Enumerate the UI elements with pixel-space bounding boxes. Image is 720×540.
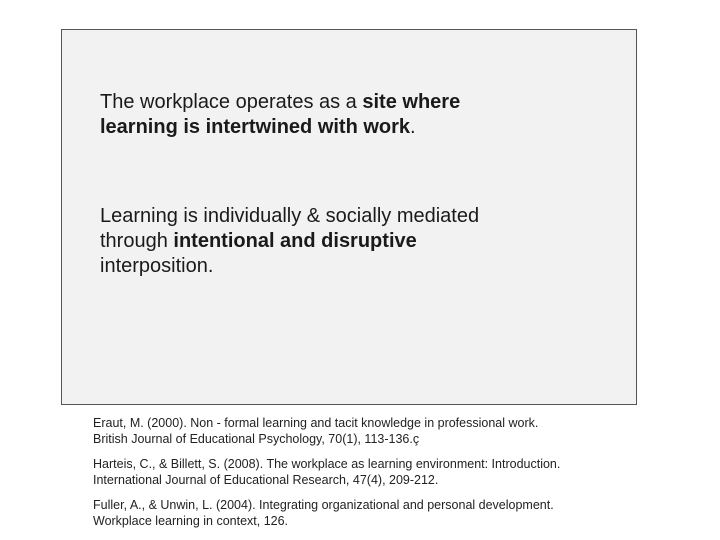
reference-eraut (93, 415, 713, 447)
statement-1-text: The workplace operates as a (100, 91, 363, 113)
statement-workplace (100, 90, 620, 140)
reference-line: Eraut, M. (2000). Non - formal learning and tacit knowledge in professional work. (93, 416, 539, 430)
reference-line: International Journal of Educational Research, 47(4), 209-212. (93, 473, 439, 487)
statement-2-emphasis: intentional and disruptive (173, 230, 417, 252)
reference-line: Fuller, A., & Unwin, L. (2004). Integrating organizational and personal development. (93, 498, 554, 512)
reference-line: Harteis, C., & Billett, S. (2008). The workplace as learning environment: Introduction. (93, 457, 561, 471)
statement-2-line-2: through (100, 230, 174, 252)
content-box (61, 29, 637, 405)
references-list (93, 415, 713, 538)
statement-1-emphasis-2: learning is intertwined with work (100, 116, 411, 138)
statement-learning (100, 204, 620, 279)
statement-1-emphasis: site where (362, 91, 461, 113)
statement-2-line-3: interposition. (100, 255, 214, 277)
statement-2-line-1: Learning is individually & socially mediated (100, 205, 480, 227)
reference-fuller (93, 497, 713, 529)
reference-harteis (93, 456, 713, 488)
reference-line: Workplace learning in context, 126. (93, 514, 289, 528)
statement-1-period: . (410, 116, 416, 138)
reference-line: British Journal of Educational Psychology, 70(1), 113-136.ç (93, 432, 420, 446)
